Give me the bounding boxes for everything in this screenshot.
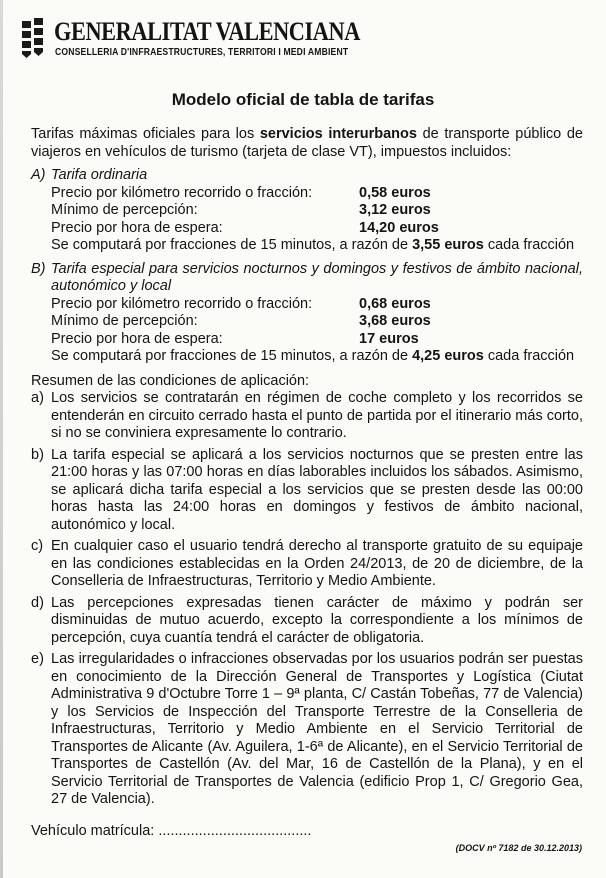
rate-row	[31, 313, 583, 331]
tariff-special-section	[31, 261, 583, 366]
condition-letter: e)	[31, 651, 44, 667]
rate-value: 0,68 euros	[359, 295, 431, 312]
rate-value: 0,58 euros	[359, 184, 431, 201]
intro-text-end: de transporte público de viajeros en vehículos de turismo (tarjeta de clase VT), impuestos incluidos:	[31, 126, 583, 160]
condition-text: La tarifa especial se aplicará a los servicios nocturnos que se presten entre las 21:00 horas y las 07:00 horas en días laborables incluidos los sábados. Asimismo, se aplicará dicha tarifa especial a los servicios que se presten desde las 00:00 horas hasta las 24:00 horas en domingos y festivos de ámbito nacional, autonómico y local.	[51, 446, 583, 533]
condition-letter: c)	[31, 538, 44, 554]
rate-label: Mínimo de percepción:	[51, 202, 198, 218]
condition-letter: a)	[31, 390, 44, 406]
rate-row	[31, 202, 583, 220]
vehicle-plate-line	[31, 823, 583, 841]
rate-row	[31, 220, 583, 238]
rate-label: Precio por hora de espera:	[51, 330, 223, 347]
source-reference: (DOCV nº 7182 de 30.12.2013)	[455, 843, 582, 853]
rate-label: Precio por hora de espera:	[51, 219, 223, 236]
note-text-end: cada fracción	[483, 348, 575, 364]
rate-label: Precio por kilómetro recorrido o fracción:	[51, 295, 313, 312]
vehicle-plate-field: ......................................	[158, 822, 312, 839]
condition-letter: b)	[31, 446, 44, 463]
section-title: Tarifa ordinaria	[51, 167, 148, 183]
department-name: CONSELLERIA D'INFRAESTRUCTURES, TERRITORI I MEDI AMBIENT	[55, 47, 349, 58]
fraction-note	[31, 348, 583, 366]
intro-emphasis: servicios interurbanos	[259, 126, 417, 142]
rate-row	[31, 331, 583, 349]
note-text-start: Se computará por fracciones de 15 minutos, a razón de	[51, 237, 413, 253]
condition-text: Las irregularidades o infracciones observadas por los usuarios podrán ser puestas en conocimiento de la Dirección General de Transportes y Logística (Ciutat Administrativa 9 d'Octubre Torre 1 – 9ª planta, C/ Castán Tobeñas, 77 de Valencia) y los Servicios de Inspección del Transporte Terrestre de la Conselleria de Infraestructuras, Territorio y Medio Ambiente en el Servicio Territorial de Transportes de Alicante (Av. Aguilera, 1-6ª de Alicante), en el Servicio Territorial de Transportes de Castellón (Av. del Mar, 16 de Castellón de la Plana), y en el Servicio Territorial de Transportes de Valencia (edificio Prop 1, C/ Gregorio Gea, 27 de Valencia).	[51, 651, 583, 807]
generalitat-crest-icon	[20, 18, 46, 58]
conditions-list	[31, 390, 583, 809]
condition-item	[31, 595, 583, 648]
rate-value: 14,20 euros	[359, 219, 439, 236]
condition-text: Los servicios se contratarán en régimen de coche completo y los recorridos se entenderán en circuito cerrado hasta el punto de partida por el itinerario más corto, si no se conviniera expresamente lo contrario.	[51, 390, 583, 441]
page-title: Modelo oficial de tabla de tarifas	[171, 90, 435, 109]
rate-row	[31, 296, 583, 314]
document-body	[31, 126, 583, 840]
note-amount: 3,55 euros	[412, 237, 484, 253]
note-text-start: Se computará por fracciones de 15 minutos, a razón de	[51, 348, 413, 364]
condition-item	[31, 447, 583, 535]
intro-paragraph	[31, 126, 583, 161]
conditions-heading: Resumen de las condiciones de aplicación:	[31, 372, 310, 389]
rate-row	[31, 185, 583, 203]
organization-name: GENERALITAT VALENCIANA	[54, 17, 360, 46]
note-text-end: cada fracción	[483, 237, 575, 253]
note-amount: 4,25 euros	[412, 348, 484, 364]
condition-text: Las percepciones expresadas tienen carácter de máximo y podrán ser disminuidas de mutuo acuerdo, excepto la correspondiente a los mínimos de percepción, cuya cuantía tendrá el carácter de obligatoria.	[51, 594, 583, 646]
condition-text: En cualquier caso el usuario tendrá derecho al transporte gratuito de su equipaje en las condiciones establecidas en la Orden 24/2013, de 20 de diciembre, de la Conselleria de Infraestructuras, Territorio y Medio Ambiente.	[51, 538, 583, 589]
condition-item	[31, 538, 583, 591]
rate-label: Mínimo de percepción:	[51, 313, 198, 329]
tariff-ordinary-section	[31, 167, 583, 255]
tariff-special-heading	[31, 261, 583, 296]
rate-value: 3,68 euros	[359, 313, 431, 329]
condition-letter: d)	[31, 594, 44, 611]
condition-item	[31, 651, 583, 809]
intro-text-start: Tarifas máximas oficiales para los	[31, 126, 260, 142]
rate-value: 17 euros	[359, 330, 419, 347]
condition-item	[31, 390, 583, 443]
section-letter: B)	[31, 260, 46, 277]
fraction-note	[31, 237, 583, 255]
section-title: Tarifa especial para servicios nocturnos y domingos y festivos de ámbito nacional, autonómico y local	[51, 260, 583, 294]
section-letter: A)	[31, 167, 46, 183]
vehicle-plate-label: Vehículo matrícula:	[31, 822, 155, 839]
tariff-ordinary-heading	[31, 167, 583, 185]
rate-value: 3,12 euros	[359, 202, 431, 218]
rate-label: Precio por kilómetro recorrido o fracción:	[51, 184, 313, 201]
